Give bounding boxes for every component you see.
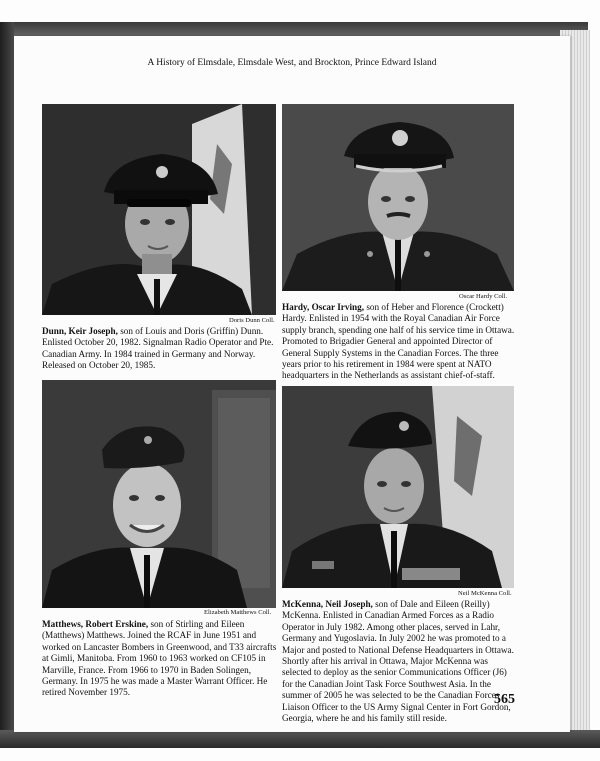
binder-edge-bottom xyxy=(0,730,600,748)
portrait-hardy xyxy=(282,104,514,291)
portrait-dunn xyxy=(42,104,276,315)
caption-mckenna xyxy=(282,599,518,724)
portrait-matthews xyxy=(42,380,276,608)
binder-edge-left xyxy=(0,22,14,734)
entry-name-hardy: Hardy, Oscar Irving, xyxy=(282,302,365,312)
entry-text-matthews: son of Stirling and Eileen (Matthews) Matthews. Joined the RCAF in June 1951 and worked on Lancaster Bombers in Greenwood, and T33 aircrafts at Gimli, Manitoba. From 1960 to 1963 worked on CF105 in Marville, France. From 1966 to 1970 in Baden Solingen, Germany. In 1975 he was made a Master Warrant Officer. He retired November 1975. xyxy=(42,619,277,698)
entry-name-mckenna: McKenna, Neil Joseph, xyxy=(282,599,373,609)
photo-matthews xyxy=(42,380,276,608)
caption-matthews xyxy=(42,619,278,699)
caption-hardy xyxy=(282,302,518,382)
caption-dunn xyxy=(42,326,278,372)
photo-dunn xyxy=(42,104,276,315)
entry-text-mckenna: son of Dale and Eileen (Reilly) McKenna. Enlisted in Canadian Armed Forces as a Radio Operator in July 1982. Among other places, served in Lahr, Germany and Yugoslavia. In July 2002 he was promoted to a Major and posted to National Defense Headquarters in Ottawa. Shortly after his arrival in Ottawa, Major McKenna was selected to deploy as the senior Communications Officer (J6) for the Canadian Joint Task Force Southwest Asia. In the summer of 2005 he was selected to be the Canadian Forces Liaison Officer to the US Army Signal Center in Fort Gordon, Georgia, where he and his family still reside. xyxy=(282,599,514,724)
page-number: 565 xyxy=(494,692,515,707)
credit-matthews: Elizabeth Matthews Coll. xyxy=(204,609,272,616)
entry-text-hardy: son of Heber and Florence (Crockett) Hardy. Enlisted in 1954 with the Royal Canadian Air Force supply branch, spending one half of his service time in Ottawa. Promoted to Brigadier General and appointed Director of General Supply Systems in the Canadian Forces. The three years prior to his retirement in 1984 were spent at NATO headquarters in the Netherlands as assistant chief-of-staff. xyxy=(282,302,515,381)
portrait-mckenna xyxy=(282,386,514,588)
running-header: A History of Elmsdale, Elmsdale West, and Brockton, Prince Edward Island xyxy=(147,58,437,68)
photo-hardy xyxy=(282,104,514,291)
credit-mckenna: Neil McKenna Coll. xyxy=(458,590,512,597)
entry-text-dunn: son of Louis and Doris (Griffin) Dunn. Enlisted October 20, 1982. Signalman Radio Operator and Pte. Canadian Army. In 1984 trained in Germany and Norway. Released on October 20, 1985. xyxy=(42,326,274,371)
entry-name-matthews: Matthews, Robert Erskine, xyxy=(42,619,149,629)
book-page xyxy=(14,36,570,732)
photo-mckenna xyxy=(282,386,514,588)
credit-dunn: Doris Dunn Coll. xyxy=(229,317,275,324)
credit-hardy: Oscar Hardy Coll. xyxy=(459,293,508,300)
entry-name-dunn: Dunn, Keir Joseph, xyxy=(42,326,118,336)
